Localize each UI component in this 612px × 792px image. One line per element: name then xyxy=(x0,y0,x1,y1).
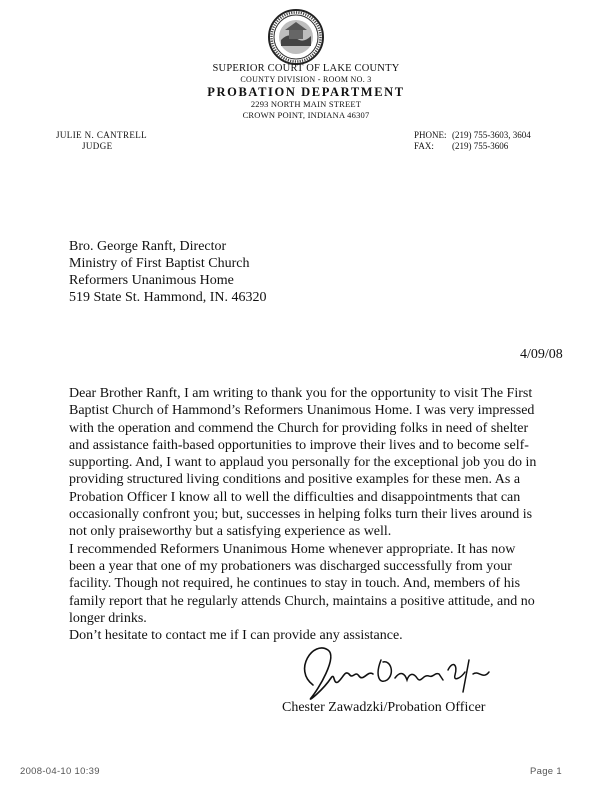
signatory-name: Chester Zawadzki/Probation Officer xyxy=(282,700,486,715)
page-number: Page 1 xyxy=(530,766,562,777)
phone-label: PHONE: xyxy=(414,130,447,140)
letter-body xyxy=(69,385,539,644)
recipient-line: Bro. George Ranft, Director xyxy=(69,239,227,254)
recipient-line: Reformers Unanimous Home xyxy=(69,273,234,288)
judge-name: JULIE N. CANTRELL xyxy=(56,130,148,140)
recipient-address xyxy=(69,238,267,306)
fax-timestamp: 2008-04-10 10:39 xyxy=(20,766,100,777)
fax-row xyxy=(414,141,531,152)
city-address: CROWN POINT, INDIANA 46307 xyxy=(242,110,370,120)
court-division: COUNTY DIVISION - ROOM NO. 3 xyxy=(240,75,372,84)
body-paragraph: I recommended Reformers Unanimous Home whenever appropriate. It has now been a year that one of my probationers was discharged successfully from your facility. Though not required, he continues to stay in touch. And, members of his family report that he regularly attends Church, maintains a positive attitude, and no longer drinks. xyxy=(69,541,535,626)
department-name: PROBATION DEPARTMENT xyxy=(207,85,405,99)
body-paragraph: Dear Brother Ranft, I am writing to thank you for the opportunity to visit The First Baptist Church of Hammond’s Reformers Unanimous Home. I was very impressed with the operation and commend the Church for providing folks in need of shelter and assistance faith-based opportunities to improve their lives and to become self-supporting. And, I want to applaud you personally for the exceptional job you do in providing structured living conditions and positive examples for these men. As a Probation Officer I know all to well the difficulties and disappointments that can occasionally confront you; but, successes in helping folks turn their lives around is not only praiseworthy but a satisfying experience as well. xyxy=(69,386,537,540)
street-address: 2293 NORTH MAIN STREET xyxy=(250,99,362,109)
recipient-line: 519 State St. Hammond, IN. 46320 xyxy=(69,290,267,305)
fax-number: (219) 755-3606 xyxy=(452,141,509,151)
phone-number: (219) 755-3603, 3604 xyxy=(452,130,531,140)
handwritten-signature-icon xyxy=(283,630,503,710)
fax-label: FAX: xyxy=(414,141,434,151)
body-paragraph: Don’t hesitate to contact me if I can provide any assistance. xyxy=(69,628,403,644)
court-name: SUPERIOR COURT OF LAKE COUNTY xyxy=(212,63,400,74)
judge-block xyxy=(56,130,147,152)
county-seal-icon xyxy=(267,8,325,66)
letterhead xyxy=(150,63,462,121)
phone-row xyxy=(414,130,531,141)
letter-date: 4/09/08 xyxy=(520,347,563,362)
contact-block xyxy=(414,130,531,152)
recipient-line: Ministry of First Baptist Church xyxy=(69,256,250,271)
judge-title: JUDGE xyxy=(82,141,113,151)
